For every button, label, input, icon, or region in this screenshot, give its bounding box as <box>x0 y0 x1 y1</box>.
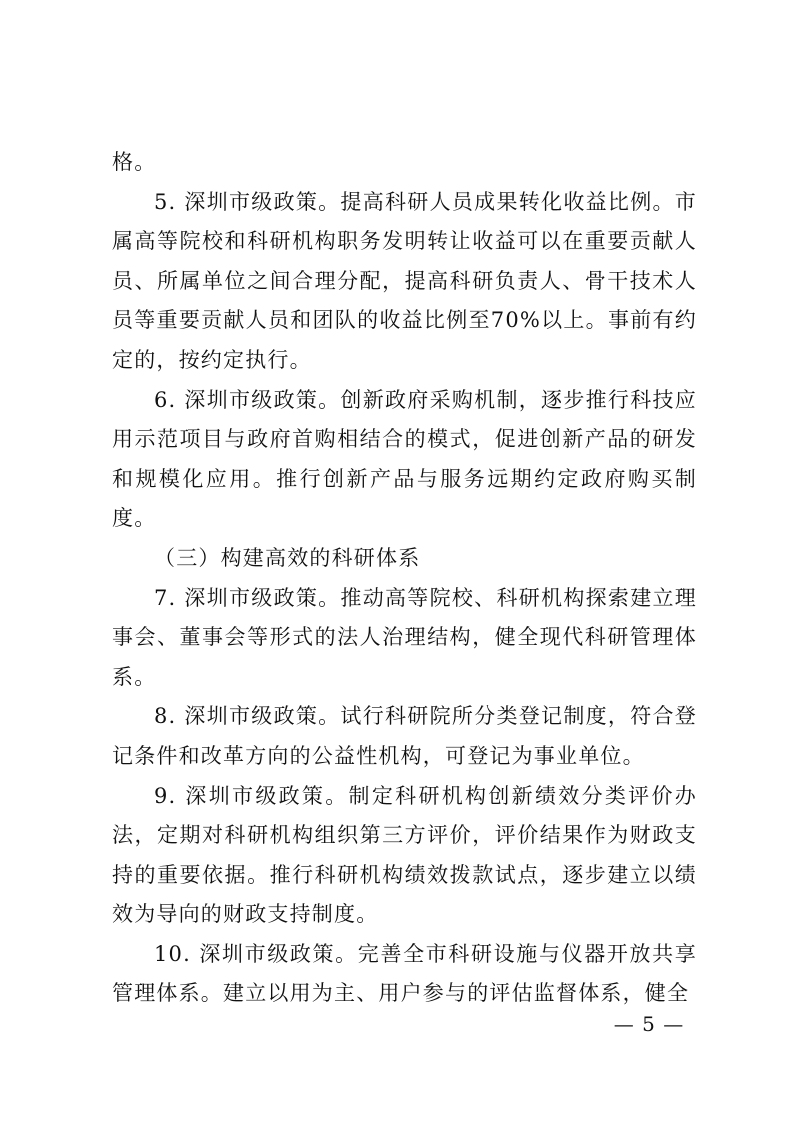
paragraph-policy-5: 5. 深圳市级政策。提高科研人员成果转化收益比例。市属高等院校和科研机构职务发明转让收益可以在重要贡献人员、所属单位之间合理分配，提高科研负责人、骨干技术人员等重要贡献人员和团队的收益比例至70%以上。事前有约定的，按约定执行。 <box>112 189 697 372</box>
paragraph-policy-8: 8. 深圳市级政策。试行科研院所分类登记制度，符合登记条件和改革方向的公益性机构，可登记为事业单位。 <box>112 704 697 768</box>
page-number: — 5 — <box>613 1012 685 1036</box>
paragraph-policy-7: 7. 深圳市级政策。推动高等院校、科研机构探索建立理事会、董事会等形式的法人治理结构，健全现代科研管理体系。 <box>112 585 697 689</box>
paragraph-policy-10: 10. 深圳市级政策。完善全市科研设施与仪器开放共享管理体系。建立以用为主、用户参与的评估监督体系，健全 <box>112 941 697 1006</box>
paragraph-policy-9: 9. 深圳市级政策。制定科研机构创新绩效分类评价办法，定期对科研机构组织第三方评价，评价结果作为财政支持的重要依据。推行科研机构绩效拨款试点，逐步建立以绩效为导向的财政支持制度。 <box>112 783 697 927</box>
section-heading-3: （三）构建高效的科研体系 <box>154 545 421 570</box>
paragraph-continuation: 格。 <box>112 150 157 174</box>
document-body <box>112 143 697 1014</box>
paragraph-policy-6: 6. 深圳市级政策。创新政府采购机制，逐步推行科技应用示范项目与政府首购相结合的模式，促进创新产品的研发和规模化应用。推行创新产品与服务远期约定政府购买制度。 <box>112 387 697 531</box>
